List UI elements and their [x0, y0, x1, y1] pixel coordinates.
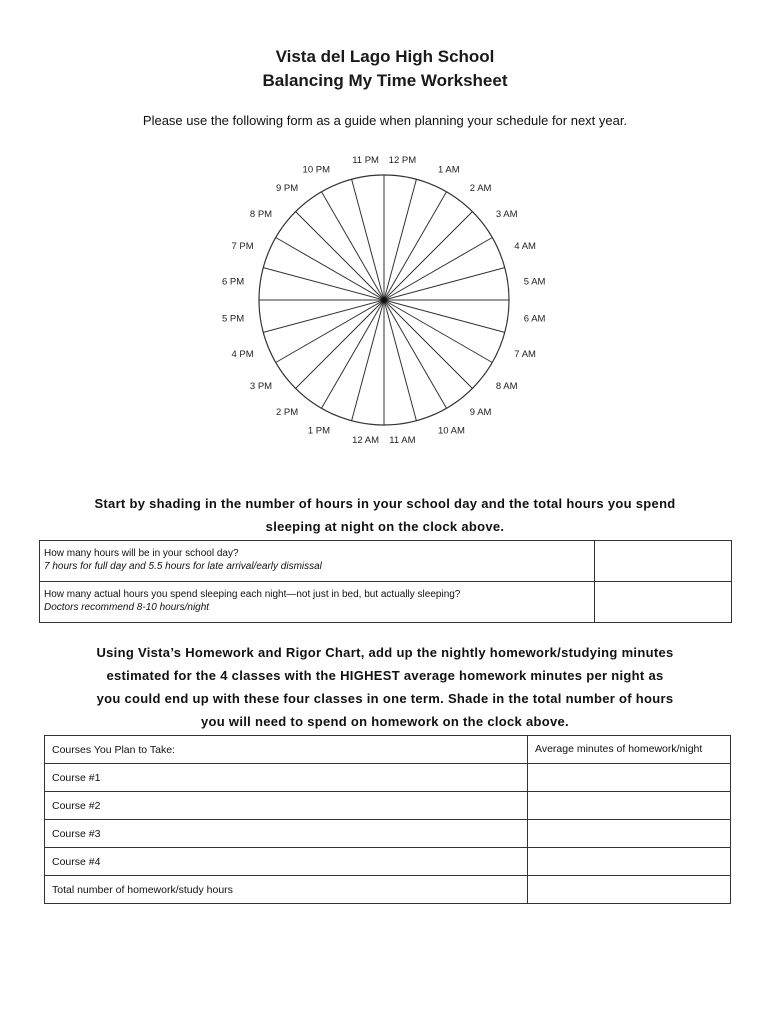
clock-spoke: [322, 300, 385, 408]
question-cell: [40, 582, 595, 623]
course-2-cell[interactable]: Course #2: [45, 792, 528, 820]
course-1-cell[interactable]: Course #1: [45, 764, 528, 792]
table-row: [40, 541, 732, 582]
table-row: [45, 876, 731, 904]
clock-hour-label: 3 AM: [495, 209, 518, 221]
clock-spoke: [384, 192, 447, 300]
question-cell: [40, 541, 595, 582]
clock-hour-label: 12 AM: [352, 434, 380, 446]
clock-hour-label: 7 AM: [514, 349, 536, 360]
clock-spoke: [296, 300, 384, 388]
clock-hour-label: 3 PM: [249, 380, 273, 392]
question-note: 7 hours for full day and 5.5 hours for late arrival/early dismissal: [44, 561, 322, 572]
clock-hour-label: 11 AM: [389, 434, 416, 446]
clock-hour-label: 1 AM: [438, 164, 460, 176]
minutes-header: Average minutes of homework/night: [528, 736, 731, 764]
clock-hour-label: 11 PM: [352, 155, 379, 167]
course-1-minutes[interactable]: [528, 764, 731, 792]
clock-spoke: [276, 300, 384, 363]
table-row: [45, 820, 731, 848]
worksheet-title: Balancing My Time Worksheet: [262, 71, 508, 90]
table-row: [45, 764, 731, 792]
course-3-minutes[interactable]: [528, 820, 731, 848]
school-name: Vista del Lago High School: [275, 47, 495, 66]
table-header-row: [45, 736, 731, 764]
clock-spoke: [276, 238, 384, 301]
clock-center: [381, 297, 387, 303]
section2-instruction-line4: you will need to spend on homework on the clock above.: [201, 714, 569, 729]
section1-instruction-line2: sleeping at night on the clock above.: [265, 519, 505, 534]
course-2-minutes[interactable]: [528, 792, 731, 820]
clock-spoke: [384, 300, 492, 363]
clock-hour-label: 7 PM: [231, 241, 254, 252]
clock-spoke: [384, 300, 416, 421]
clock-diagram: [0, 0, 770, 460]
answer-cell-sleep-hours[interactable]: [595, 582, 732, 623]
form-instructions: Please use the following form as a guide when planning your schedule for next year.: [142, 113, 628, 128]
clock-hour-label: 9 PM: [276, 183, 299, 195]
section1-instruction-line1: Start by shading in the number of hours in your school day and the total hours you spend: [94, 496, 676, 511]
courses-header: Courses You Plan to Take:: [45, 736, 528, 764]
clock-spoke: [322, 192, 385, 300]
clock-hour-label: 5 PM: [222, 313, 245, 325]
question-text: How many actual hours you spend sleeping each night—not just in bed, but actually sleeping?: [44, 589, 461, 600]
clock-spoke: [263, 268, 384, 300]
clock-hour-label: 4 PM: [231, 349, 254, 360]
table-row: [40, 582, 732, 623]
clock-spoke: [384, 300, 472, 388]
clock-spoke: [384, 300, 505, 332]
clock-hour-label: 9 AM: [469, 406, 492, 418]
course-4-cell[interactable]: Course #4: [45, 848, 528, 876]
question-text: How many hours will be in your school day?: [44, 548, 239, 559]
clock-hour-label: 4 AM: [514, 241, 536, 252]
clock-hour-label: 8 PM: [249, 209, 273, 221]
table-row: [45, 848, 731, 876]
clock-spoke: [384, 300, 447, 408]
clock-spoke: [296, 212, 384, 300]
clock-spoke: [384, 268, 505, 300]
clock-hour-label: 10 AM: [438, 425, 465, 437]
clock-hour-label: 1 PM: [307, 425, 330, 437]
homework-table: [44, 735, 731, 904]
course-4-minutes[interactable]: [528, 848, 731, 876]
section2-instruction-line3: you could end up with these four classes in one term. Shade in the total number of hours: [96, 691, 674, 706]
section2-instruction-line1: Using Vista’s Homework and Rigor Chart, add up the nightly homework/studying minutes: [96, 645, 674, 660]
clock-spoke: [352, 179, 384, 300]
clock-spoke: [384, 179, 416, 300]
school-sleep-table: [39, 540, 732, 623]
clock-hour-label: 6 PM: [222, 276, 245, 288]
answer-cell-school-hours[interactable]: [595, 541, 732, 582]
clock-hour-label: 2 AM: [469, 183, 492, 195]
question-note: Doctors recommend 8-10 hours/night: [44, 602, 210, 613]
clock-hour-label: 2 PM: [276, 406, 299, 418]
clock-spoke: [263, 300, 384, 332]
table-row: [45, 792, 731, 820]
course-3-cell[interactable]: Course #3: [45, 820, 528, 848]
clock-hour-label: 8 AM: [495, 380, 518, 392]
section2-instruction-line2: estimated for the 4 classes with the HIGHEST average homework minutes per night as: [106, 668, 664, 683]
clock-hour-label: 10 PM: [302, 164, 330, 176]
clock-hour-label: 12 PM: [388, 155, 417, 167]
clock-hour-label: 6 AM: [523, 313, 546, 325]
total-hours-cell: Total number of homework/study hours: [45, 876, 528, 904]
total-hours-value[interactable]: [528, 876, 731, 904]
clock-hour-label: 5 AM: [523, 276, 546, 288]
clock-spoke: [384, 238, 492, 301]
clock-spoke: [384, 212, 472, 300]
clock-spoke: [352, 300, 384, 421]
